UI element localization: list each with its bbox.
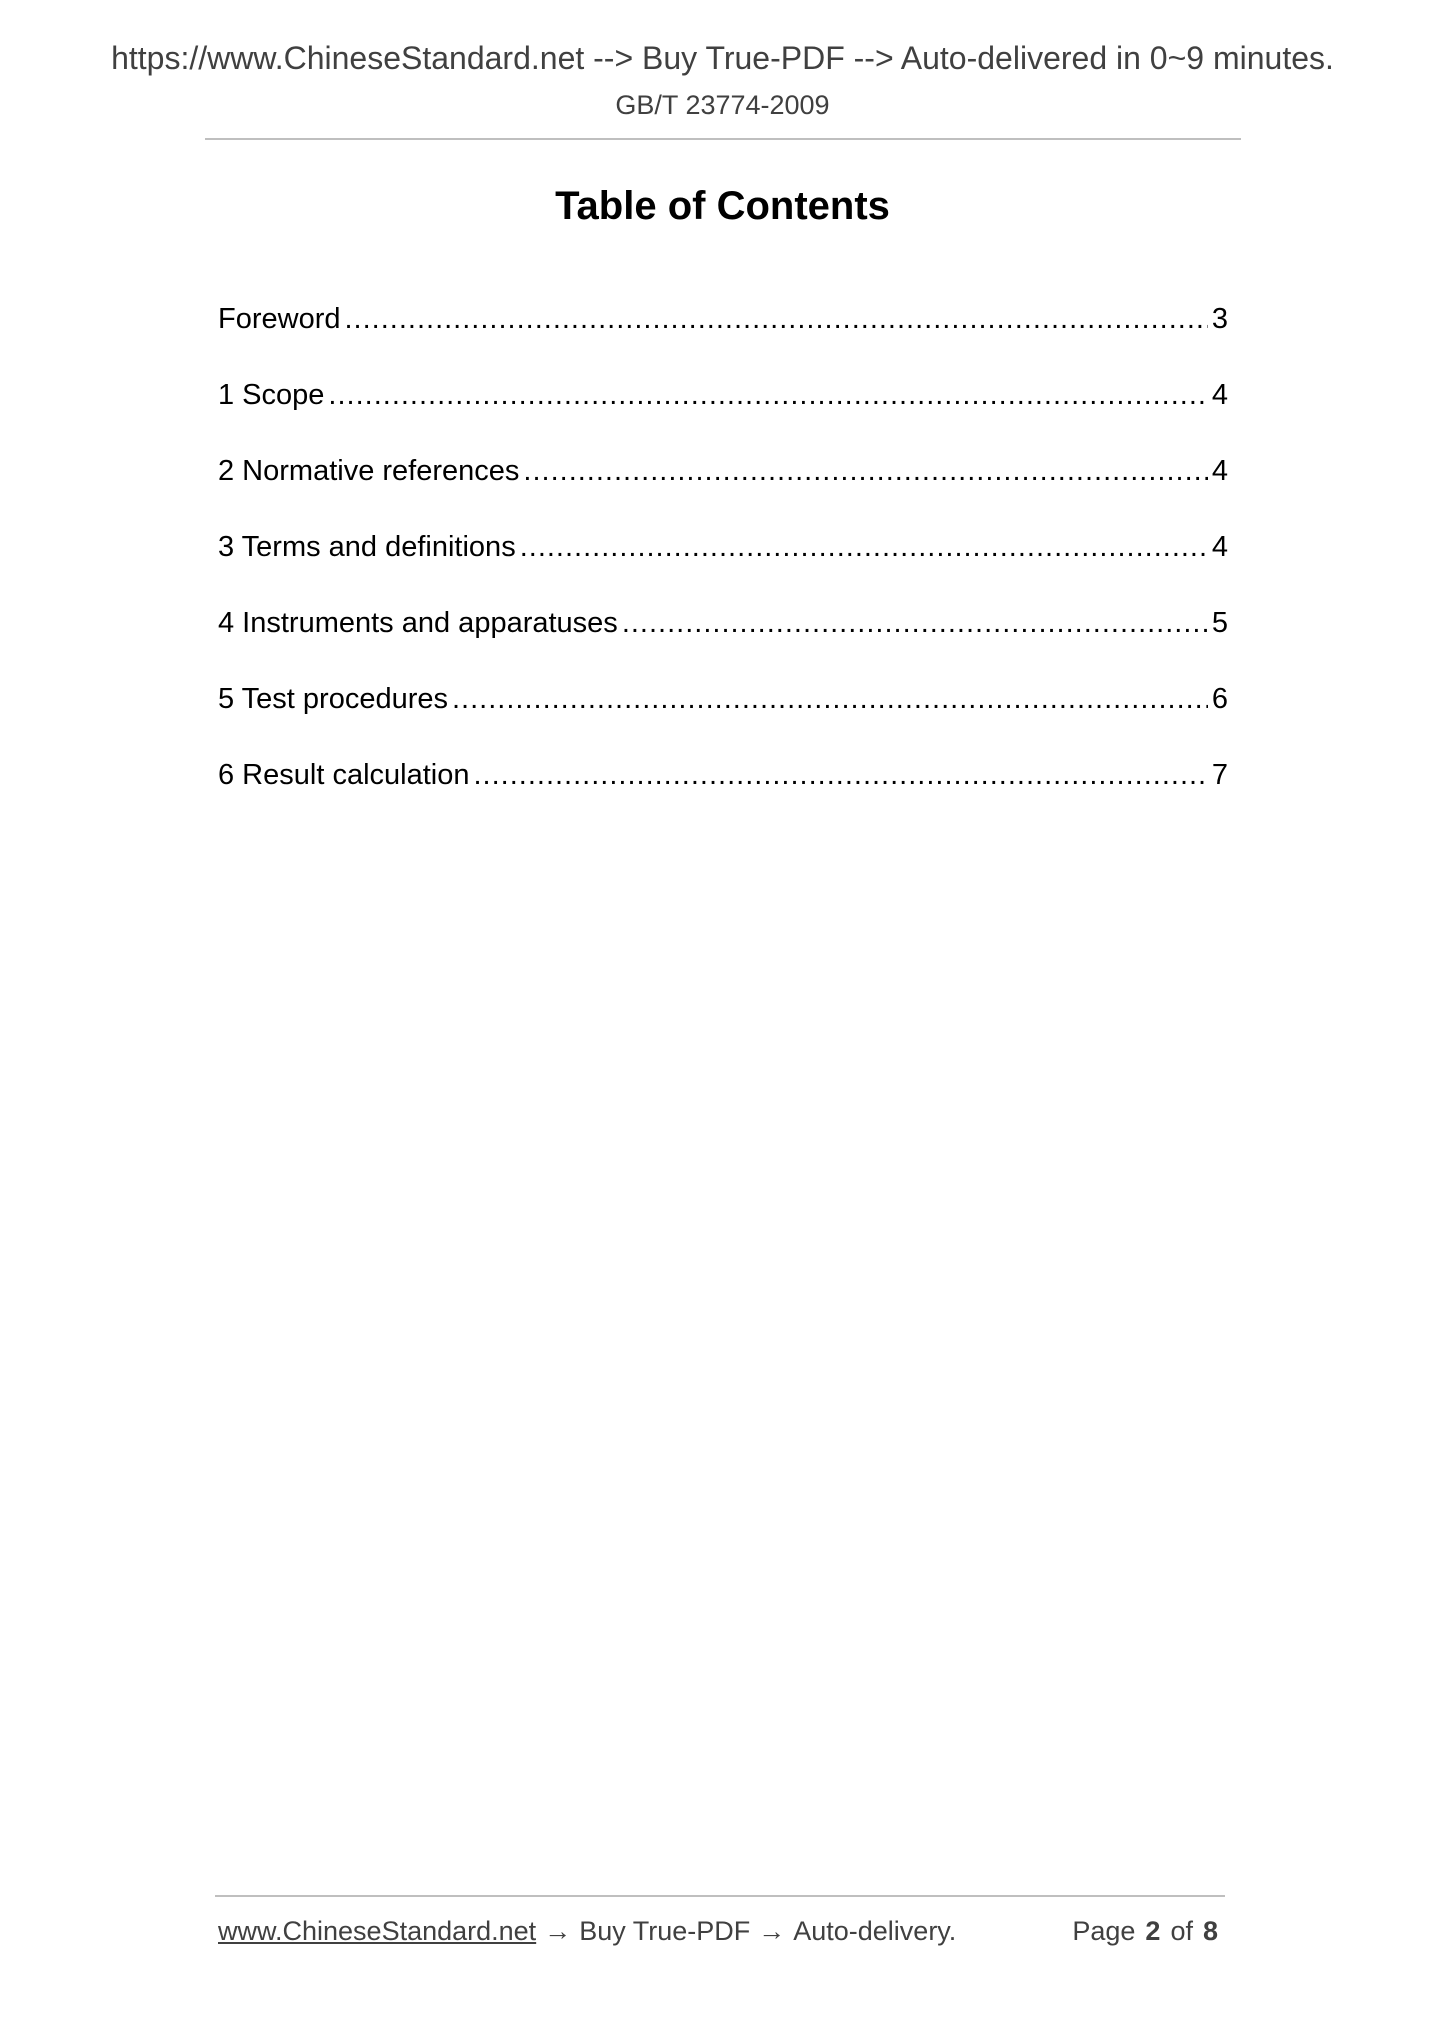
page-label: Page — [1072, 1916, 1136, 1946]
of-label: of — [1170, 1916, 1193, 1946]
toc-leader-dots — [452, 683, 1208, 716]
toc-entry-label: 5 Test procedures — [218, 683, 448, 715]
toc-leader-dots — [473, 759, 1207, 792]
page-total: 8 — [1202, 1916, 1218, 1946]
toc-entry-label: 2 Normative references — [218, 455, 520, 487]
toc-entry-label: 3 Terms and definitions — [218, 531, 516, 563]
toc-entry-page: 7 — [1211, 759, 1228, 791]
footer-buy-text: Buy True-PDF — [579, 1916, 751, 1946]
toc-title: Table of Contents — [555, 184, 890, 228]
toc-entry-test-procedures[interactable] — [218, 683, 1228, 759]
footer-delivery-text: Auto-delivery. — [793, 1916, 957, 1946]
toc-entry-label: 4 Instruments and apparatuses — [218, 607, 618, 639]
toc-entry-page: 4 — [1211, 379, 1228, 411]
toc-leader-dots — [622, 607, 1208, 640]
footer-divider — [215, 1895, 1225, 1897]
toc-entry-label: 6 Result calculation — [218, 759, 470, 791]
toc-entry-page: 4 — [1211, 455, 1228, 487]
page-current: 2 — [1145, 1916, 1161, 1946]
toc-entry-foreword[interactable] — [218, 303, 1228, 379]
arrow-right-icon: → — [758, 1916, 786, 1946]
toc-entry-result-calculation[interactable] — [218, 759, 1228, 835]
arrow-right-icon: → — [544, 1916, 572, 1946]
footer-promo — [218, 1916, 956, 1947]
header-divider — [205, 138, 1241, 140]
toc-entry-terms-definitions[interactable] — [218, 531, 1228, 607]
toc-list — [218, 303, 1228, 835]
toc-leader-dots — [328, 379, 1207, 412]
toc-leader-dots — [345, 303, 1208, 336]
toc-leader-dots — [523, 455, 1207, 488]
header-banner: https://www.ChineseStandard.net --> Buy True-PDF --> Auto-delivered in 0~9 minutes. — [111, 40, 1334, 76]
toc-entry-instruments[interactable] — [218, 607, 1228, 683]
page-indicator — [1072, 1916, 1218, 1947]
toc-entry-page: 6 — [1211, 683, 1228, 715]
toc-leader-dots — [520, 531, 1208, 564]
toc-entry-page: 4 — [1211, 531, 1228, 563]
standard-id: GB/T 23774-2009 — [615, 90, 830, 120]
toc-entry-page: 3 — [1211, 303, 1228, 335]
toc-entry-normative-references[interactable] — [218, 455, 1228, 531]
toc-entry-scope[interactable] — [218, 379, 1228, 455]
site-link[interactable]: www.ChineseStandard.net — [218, 1916, 537, 1946]
toc-entry-label: Foreword — [218, 303, 341, 335]
toc-entry-page: 5 — [1211, 607, 1228, 639]
toc-entry-label: 1 Scope — [218, 379, 325, 411]
